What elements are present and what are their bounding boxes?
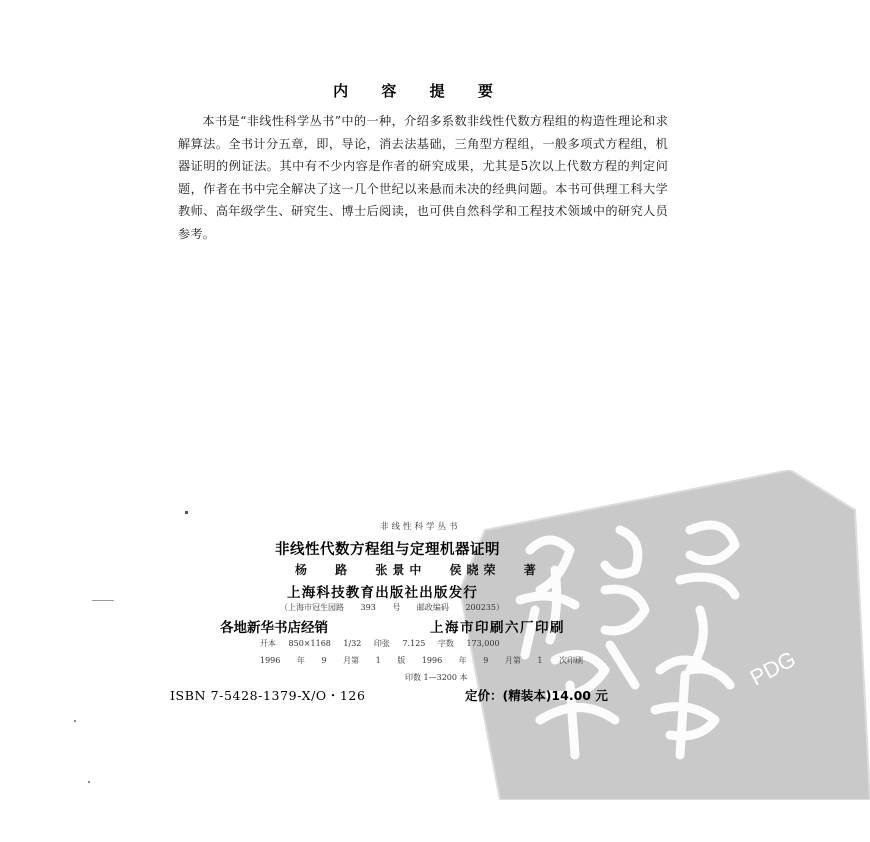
printer: 上海市印刷六厂印刷 bbox=[430, 620, 565, 636]
scan-speck bbox=[92, 600, 114, 601]
print-run: 印数 1—3200 本 bbox=[405, 673, 468, 682]
scan-speck bbox=[185, 511, 188, 514]
series-name: 非线性科学丛书 bbox=[380, 522, 461, 532]
edition-info: 1996 年 9 月第 1 版 1996 年 9 月第 1 次印刷 bbox=[260, 656, 584, 665]
summary-paragraph: 本书是“非线性科学丛书”中的一种，介绍多系数非线性代数方程组的构造性理论和求解算法。全书计分五章，即，导论，消去法基础，三角型方程组，一般多项式方程组，机器证明的例证法。其中有不少内容是作者的研究成果，尤其是5次以上代数方程的判定问题，作者在书中完全解决了这一几个世纪以来悬而未决的经典问题。本书可供理工科大学教师、高年级学生、研究生、博士后阅读，也可供自然科学和工程技术领域中的研究人员参考。 bbox=[178, 114, 668, 241]
authors: 杨 路 张景中 侯晓荣 著 bbox=[295, 563, 541, 577]
summary-text bbox=[178, 110, 668, 245]
scan-speck bbox=[74, 720, 76, 722]
price: 定价：(精装本)14.00 元 bbox=[465, 688, 608, 703]
summary-heading: 内 容 提 要 bbox=[333, 82, 507, 100]
publisher-address: （上海市冠生园路 393 号 邮政编码 200235） bbox=[280, 603, 504, 612]
publisher: 上海科技教育出版社出版发行 bbox=[287, 585, 479, 601]
distributor: 各地新华书店经销 bbox=[220, 620, 328, 636]
scan-speck bbox=[88, 781, 90, 783]
book-title: 非线性代数方程组与定理机器证明 bbox=[275, 542, 500, 558]
format-specs: 开本 850×1168 1/32 印张 7.125 字数 173,000 bbox=[260, 639, 500, 648]
watermark-label: PDG bbox=[745, 646, 800, 691]
isbn: ISBN 7-5428-1379-X/O・126 bbox=[170, 688, 366, 703]
